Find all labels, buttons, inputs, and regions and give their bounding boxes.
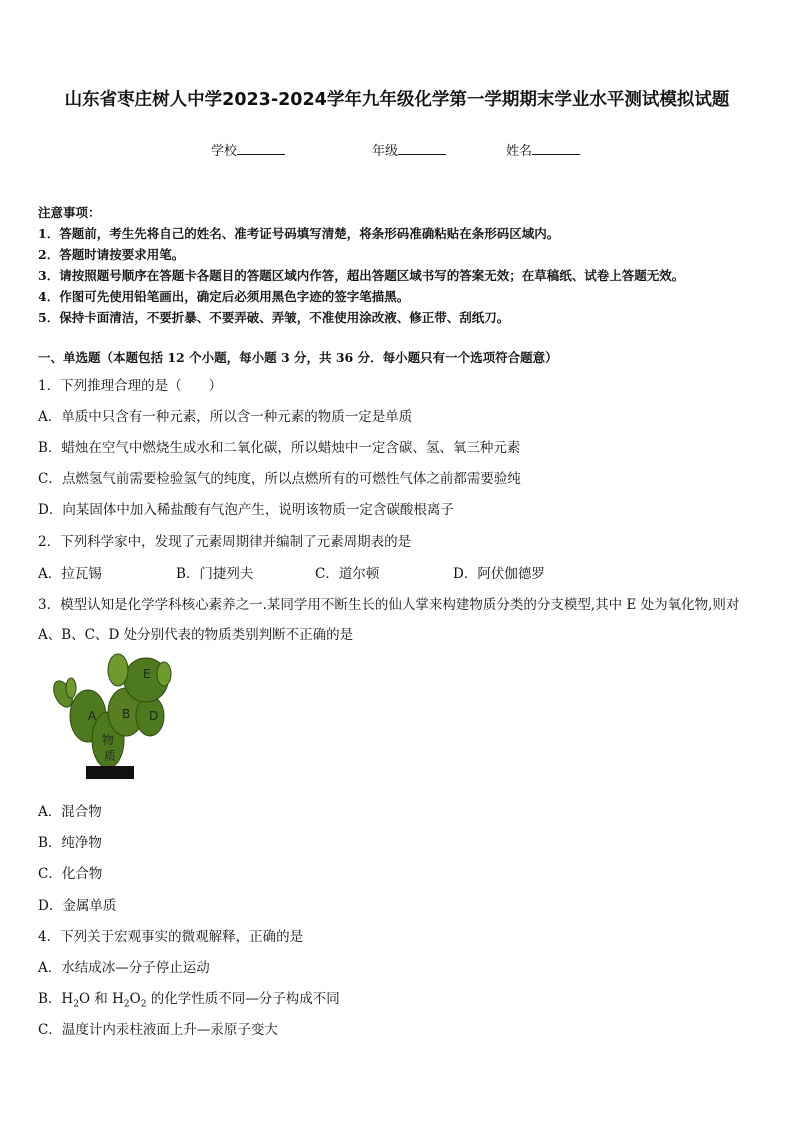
q1-option-a: A．单质中只含有一种元素，所以含一种元素的物质一定是单质 [38, 409, 413, 425]
formula-sub: 2 [123, 999, 130, 1010]
label-zhi: 质 [104, 749, 117, 763]
formula-sub: 2 [140, 999, 147, 1010]
q1-option-c: C．点燃氢气前需要检验氢气的纯度，所以点燃所有的可燃性气体之前都需要验纯 [38, 471, 521, 487]
school-blank[interactable] [237, 142, 285, 155]
notice-item: 4．作图可先使用铅笔画出，确定后必须用黑色字迹的签字笔描黑。 [38, 289, 410, 304]
label-d: D [149, 709, 159, 723]
grade-field[interactable] [372, 140, 446, 159]
notice-heading: 注意事项： [38, 205, 101, 220]
school-label: 学校 [211, 144, 238, 159]
label-wu: 物 [102, 733, 115, 747]
name-field[interactable] [506, 140, 580, 159]
q1-stem: 1．下列推理合理的是（ ） [38, 378, 223, 394]
q3-option-c: C．化合物 [38, 866, 103, 882]
notice-item: 3．请按照题号顺序在答题卡各题目的答题区域内作答，超出答题区域书写的答案无效；在草稿纸、试卷上答题无效。 [38, 268, 685, 283]
q2-option-d: D．阿伏伽德罗 [453, 566, 545, 582]
q3-stem-line1: 3．模型认知是化学学科核心素养之一.某同学用不断生长的仙人掌来构建物质分类的分支模型,其中 E 处为氧化物,则对 [38, 597, 740, 613]
q4-option-b [38, 987, 340, 1010]
q1-option-d: D．向某固体中加入稀盐酸有气泡产生，说明该物质一定含碳酸根离子 [38, 502, 454, 518]
q4-option-a: A．水结成冰—分子停止运动 [38, 960, 210, 976]
formula-sub: 2 [73, 999, 79, 1010]
cactus-pot [86, 766, 134, 779]
q4-b-suffix: 的化学性质不同—分子构成不同 [146, 991, 340, 1007]
formula-o: O [78, 991, 91, 1007]
q3-option-a: A．混合物 [38, 804, 102, 820]
label-e: E [143, 667, 151, 681]
cactus-figure [46, 650, 176, 782]
section-heading: 一、单选题（本题包括 12 个小题，每小题 3 分，共 36 分．每小题只有一个选项符合题意） [38, 350, 558, 365]
q4-b-prefix: B． [38, 991, 62, 1007]
q3-stem-line2: A、B、C、D 处分别代表的物质类别判断不正确的是 [38, 627, 354, 643]
label-b: B [122, 707, 131, 721]
grade-blank[interactable] [398, 142, 446, 155]
notice-item: 2．答题时请按要求用笔。 [38, 247, 185, 262]
formula-h: H [112, 991, 124, 1007]
name-blank[interactable] [532, 142, 580, 155]
formula-o: O [129, 991, 141, 1007]
q4-b-mid: 和 [90, 991, 113, 1007]
name-label: 姓名 [506, 144, 533, 159]
notice-item: 1．答题前，考生先将自己的姓名、准考证号码填写清楚，将条形码准确粘贴在条形码区域内。 [38, 226, 560, 241]
grade-label: 年级 [372, 144, 399, 159]
school-field[interactable] [211, 140, 285, 159]
q3-option-d: D．金属单质 [38, 898, 117, 914]
q2-option-c: C．道尔顿 [315, 566, 380, 582]
formula-h: H [61, 991, 74, 1007]
q4-option-c: C．温度计内汞柱液面上升—汞原子变大 [38, 1022, 278, 1038]
q1-option-b: B．蜡烛在空气中燃烧生成水和二氧化碳，所以蜡烛中一定含碳、氢、氧三种元素 [38, 440, 521, 456]
page-title: 山东省枣庄树人中学2023-2024学年九年级化学第一学期期末学业水平测试模拟试题 [64, 90, 730, 110]
q2-option-a: A．拉瓦锡 [38, 566, 102, 582]
q2-stem: 2．下列科学家中，发现了元素周期律并编制了元素周期表的是 [38, 534, 412, 550]
q4-stem: 4．下列关于宏观事实的微观解释，正确的是 [38, 929, 304, 945]
notice-item: 5．保持卡面清洁，不要折暴、不要弄破、弄皱，不准使用涂改液、修正带、刮纸刀。 [38, 310, 510, 325]
label-a: A [88, 709, 97, 723]
q3-option-b: B．纯净物 [38, 835, 102, 851]
q2-option-b: B．门捷列夫 [176, 566, 254, 582]
